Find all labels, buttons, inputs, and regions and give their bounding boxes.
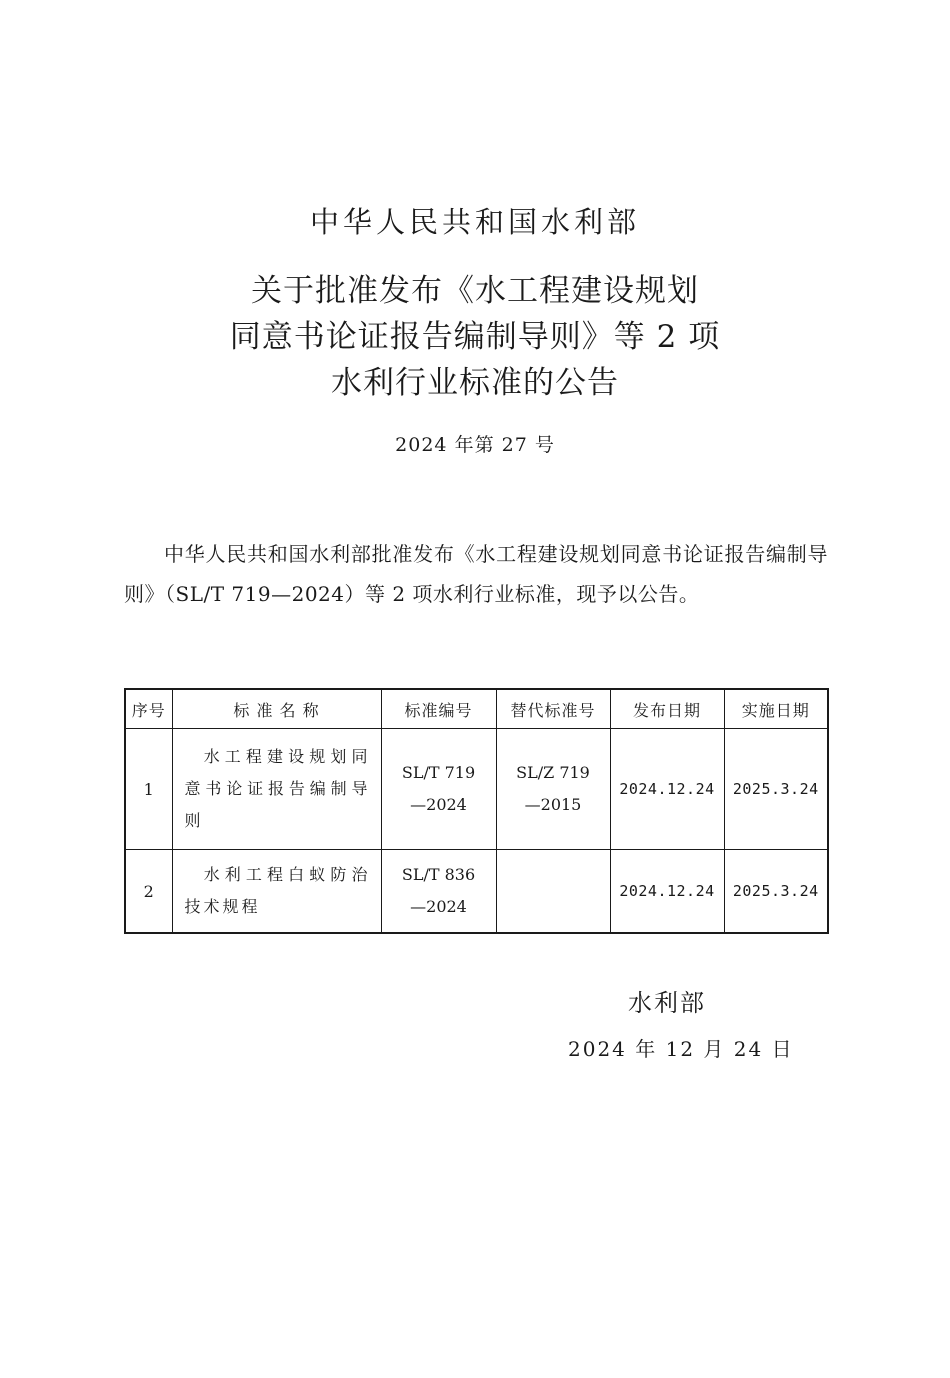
replaced-prefix: SL/Z 719	[516, 763, 590, 782]
row-replaced-code	[496, 729, 610, 850]
code-prefix: SL/T 836	[401, 865, 476, 884]
signature-organization: 水利部	[628, 989, 706, 1017]
code-year: —2024	[410, 897, 467, 916]
row-standard-code	[381, 729, 496, 850]
table-header-row	[125, 689, 828, 729]
row-publish-date: 2024.12.24	[610, 729, 724, 850]
row-replaced-code	[496, 850, 610, 934]
row-standard-name: 水工程建设规划同意书论证报告编制导则	[172, 729, 381, 850]
code-year: —2024	[410, 795, 467, 814]
signature-date: 2024 年 12 月 24 日	[568, 1037, 794, 1061]
header-standard-code: 标准编号	[381, 689, 496, 729]
row-serial: 2	[125, 850, 172, 934]
row-effective-date: 2025.3.24	[724, 729, 828, 850]
replaced-year: —2015	[524, 795, 582, 814]
row-publish-date: 2024.12.24	[610, 850, 724, 934]
code-prefix: SL/T 719	[401, 763, 476, 782]
header-publish-date: 发布日期	[610, 689, 724, 729]
table-row	[125, 850, 828, 934]
header-effective-date: 实施日期	[724, 689, 828, 729]
row-effective-date: 2025.3.24	[724, 850, 828, 934]
issue-number: 2024 年第 27 号	[395, 434, 555, 456]
row-standard-name: 水利工程白蚁防治技术规程	[172, 850, 381, 934]
header-standard-name: 标 准 名 称	[172, 689, 381, 729]
row-serial: 1	[125, 729, 172, 850]
header-replaced-code: 替代标准号	[496, 689, 610, 729]
announcement-title	[0, 268, 950, 406]
issuing-ministry: 中华人民共和国水利部	[309, 205, 640, 239]
row-standard-code	[381, 850, 496, 934]
title-line-3: 水利行业标准的公告	[331, 365, 619, 401]
announcement-body: 中华人民共和国水利部批准发布《水工程建设规划同意书论证报告编制导则》（SL/T 719—2024）等 2 项水利行业标准，现予以公告。	[124, 542, 828, 606]
header-serial: 序号	[125, 689, 172, 729]
title-line-1: 关于批准发布《水工程建设规划	[251, 273, 699, 309]
title-line-2: 同意书论证报告编制导则》等 2 项	[229, 319, 721, 355]
table-row	[125, 729, 828, 850]
standards-table	[124, 688, 829, 934]
